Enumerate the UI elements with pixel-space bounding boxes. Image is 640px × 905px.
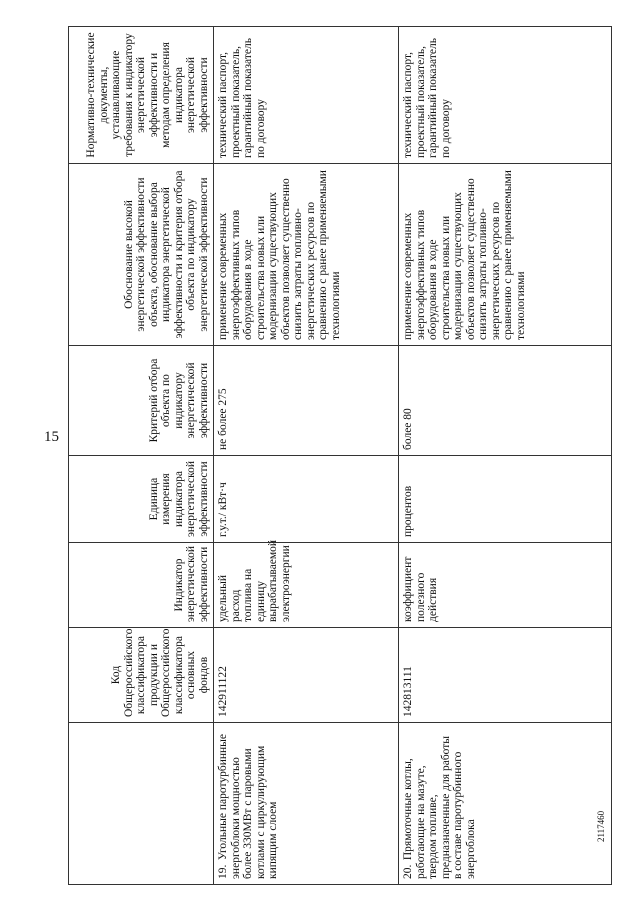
row-criterion: более 80 [399,346,612,456]
row-unit: г.у.т./ кВт·ч [214,456,399,543]
row-indicator: удельный расход топлива на единицу вырабатываемой электроэнергии [214,543,399,628]
header-classifier-code: Код Общероссийского классификатора продукции и Общероссийского классификатора основных фондов [69,628,214,723]
row-documents: технический паспорт, проектный показатель, гарантийный показатель по договору [214,27,399,164]
row-name: Прямоточные котлы, работающие на мазуте, твердом топливе, предназначенные для работы в составе паротурбинного энергоблока [402,735,477,879]
rotated-table-container [68,27,612,885]
row-documents: технический паспорт, проектный показатель, гарантийный показатель по договору [399,27,612,164]
header-indicator: Индикатор энергетической эффективности [69,543,214,628]
row-name: Угольные паротурбинные энергоблоки мощностью более 330МВт с паровыми котлами с циркулирующим кипящим слоем [217,733,279,879]
row-code: 142813111 [399,628,612,723]
header-justification: Обоснование высокой энергетической эффективности объекта, обоснование выбора индикатора энергетической эффективности и критерия отбора объекта по индикатору энергетической эффективности [69,164,214,346]
document-code: 2117460 [596,810,606,842]
header-criterion: Критерий отбора объекта по индикатору энергетической эффективности [69,346,214,456]
header-documents: Нормативно-технические документы, устанавливающие требования к индикатору энергетической эффективности и методам определения индикатора энергетической эффективности [69,27,214,164]
table-row [214,27,399,885]
row-name-cell [214,723,399,885]
row-justification: применение современных энергоэффективных типов оборудования в ходе строительства новых или модернизации существующих объектов позволяет существенно снизить затраты топливно-энергетических ресурсов по сравнению с ранее применяемыми технологиями [214,164,399,346]
row-unit: процентов [399,456,612,543]
header-object [69,723,214,885]
row-code: 142911122 [214,628,399,723]
page-number: 15 [44,429,59,445]
row-number: 20. [402,864,414,879]
table-row [399,27,612,885]
row-criterion: не более 275 [214,346,399,456]
row-justification: применение современных энергоэффективных типов оборудования в ходе строительства новых или модернизации существующих объектов позволяет существенно снизить затраты топливно-энергетических ресурсов по сравнению с ранее применяемыми технологиями [399,164,612,346]
row-number: 19. [217,864,229,879]
header-unit: Единица измерения индикатора энергетической эффективности [69,456,214,543]
table-header-row [69,27,214,885]
energy-efficiency-table [68,26,612,885]
row-indicator: коэффициент полезного действия [399,543,612,628]
row-name-cell [399,723,612,885]
